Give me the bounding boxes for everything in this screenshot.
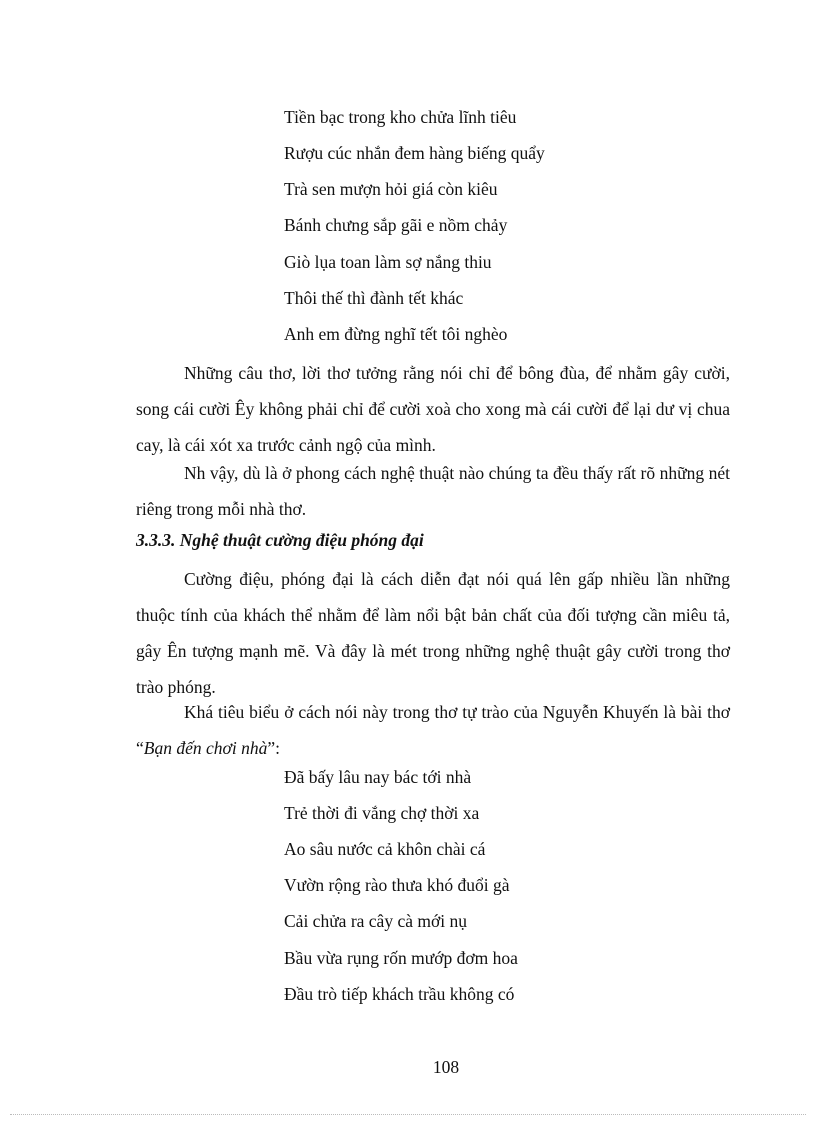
paragraph-summary: Nh vậy, dù là ở phong cách nghệ thuật nào chúng ta đều thấy rất rõ những nét riêng trong mỗi nhà thơ. [136, 463, 730, 519]
poem2-line: Đầu trò tiếp khách trầu không có [284, 984, 515, 1004]
poem1-line: Bánh chưng sắp gãi e nồm chảy [284, 215, 508, 235]
intro-text: Khá tiêu biểu ở cách nói này trong thơ tự trào của Nguyễn Khuyến là bài thơ “ [136, 702, 730, 758]
page-number: 108 [432, 1057, 460, 1077]
intro-text-end: ”: [267, 738, 280, 758]
paragraph-example-intro [136, 694, 730, 766]
poem2-line: Ao sâu nước cả khôn chài cá [284, 839, 486, 859]
poem2-line: Cải chửa ra cây cà mới nụ [284, 911, 467, 931]
poem1-line: Anh em đừng nghĩ tết tôi nghèo [284, 324, 508, 344]
poem1-line: Trà sen mượn hỏi giá còn kiêu [284, 179, 498, 199]
paragraph-commentary: Những câu thơ, lời thơ tưởng rằng nói chỉ để bông đùa, để nhằm gây cười, song cái cười Êy không phải chỉ để cười xoà cho xong mà cái cười để lại dư vị chua cay, là cái xót xa trước cảnh ngộ của mình. [136, 363, 730, 455]
poem1-line: Thôi thế thì đành tết khác [284, 288, 464, 308]
poem2-line: Trẻ thời đi vắng chợ thời xa [284, 803, 480, 823]
poem1-line: Rượu cúc nhắn đem hàng biếng quẩy [284, 143, 545, 163]
poem1-line: Giò lụa toan làm sợ nắng thiu [284, 252, 492, 272]
section-heading: 3.3.3. Nghệ thuật cường điệu phóng đại [136, 530, 424, 550]
poem2-line: Vườn rộng rào thưa khó đuổi gà [284, 875, 510, 895]
footer-divider [10, 1114, 806, 1115]
poem2-line: Bầu vừa rụng rốn mướp đơm hoa [284, 948, 518, 968]
poem-title: Bạn đến chơi nhà [143, 738, 268, 758]
poem1-line: Tiền bạc trong kho chửa lĩnh tiêu [284, 107, 517, 127]
paragraph-definition: Cường điệu, phóng đại là cách diễn đạt nói quá lên gấp nhiều lần những thuộc tính của khách thể nhằm để làm nổi bật bản chất của đối tượng cần miêu tả, gây Ên tượng mạnh mẽ. Và đây là mét trong những nghệ thuật gây cười trong thơ trào phóng. [136, 569, 730, 697]
poem2-line: Đã bấy lâu nay bác tới nhà [284, 767, 472, 787]
